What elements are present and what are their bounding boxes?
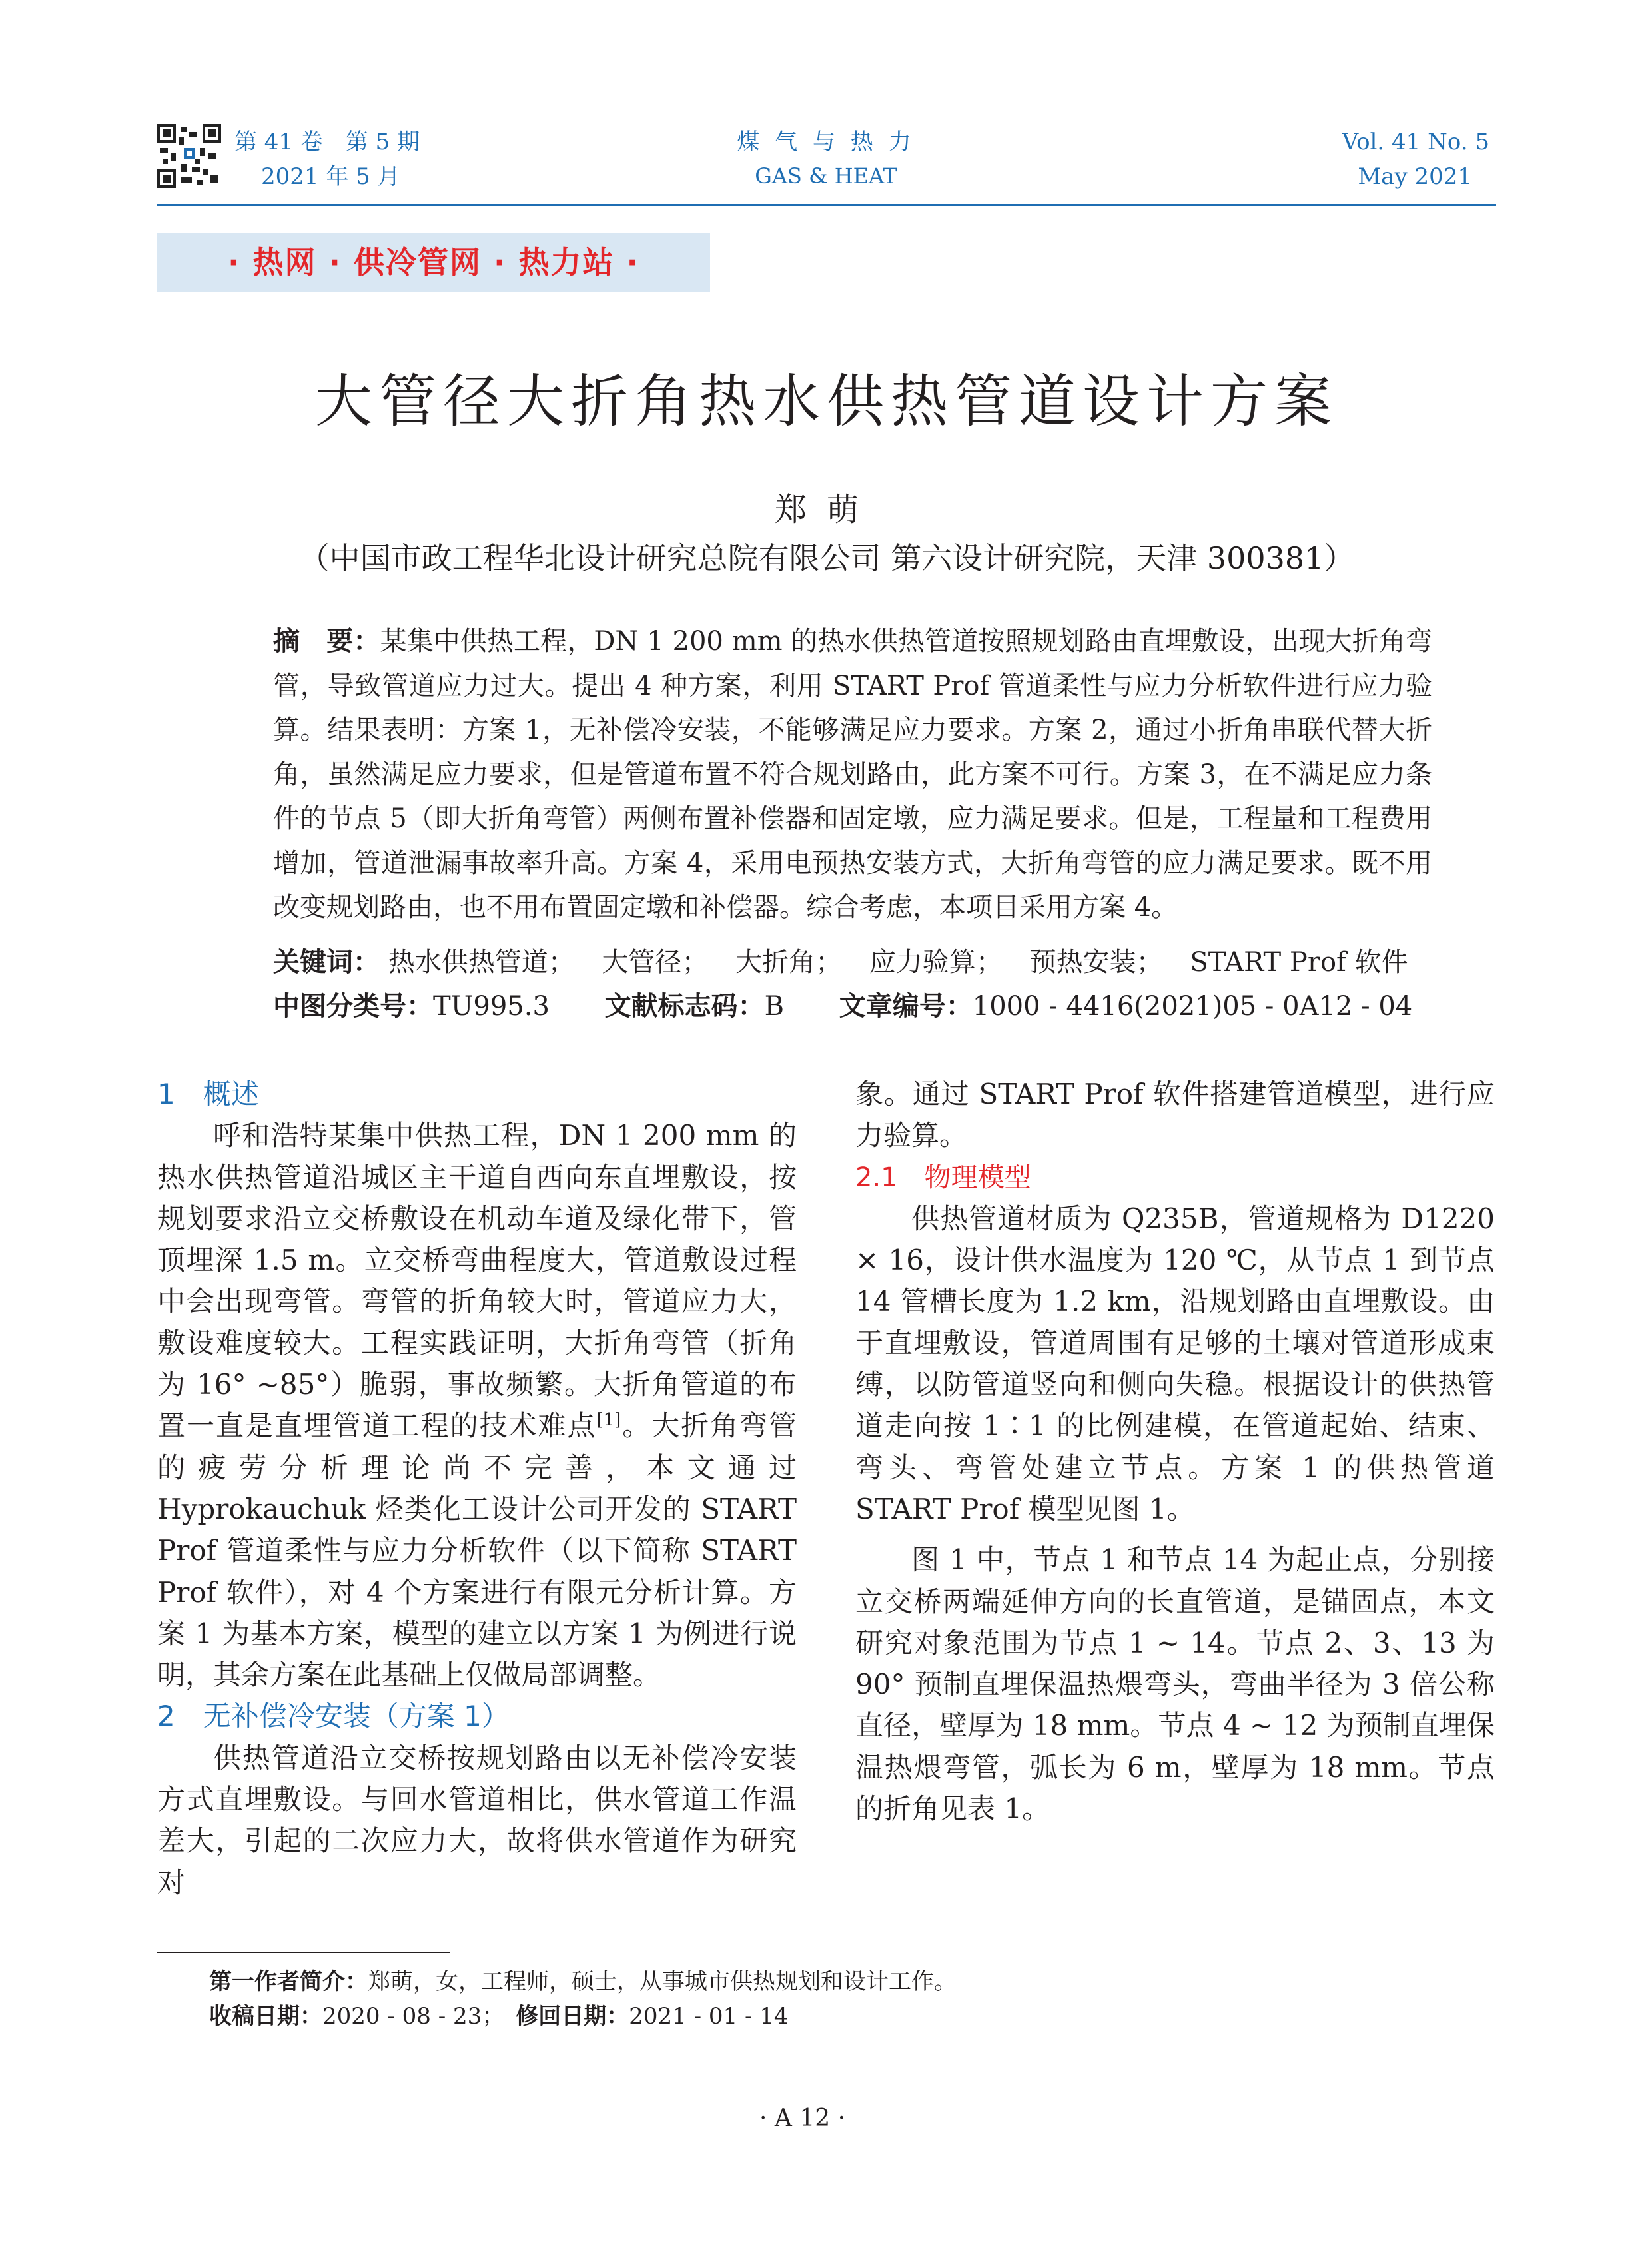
paper-title: 大管径大折角热水供热管道设计方案 <box>315 368 1338 435</box>
right-column <box>855 1074 1495 1830</box>
abstract-label: 摘 要： <box>273 626 380 657</box>
article-number-label: 文章编号： <box>839 991 973 1022</box>
keyword-item: 大折角 <box>735 947 816 978</box>
footnote-author <box>209 1965 957 1998</box>
section-2-number: 2 <box>157 1700 175 1733</box>
footnote-author-text: 郑萌，女，工程师，硕士，从事城市供热规划和设计工作。 <box>368 1968 957 1995</box>
keyword-item: 热水供热管道 <box>388 947 548 978</box>
section-2-title: 无补偿冷安装（方案 1） <box>203 1700 510 1733</box>
header-date-cn: 2021 年 5 月 <box>261 163 400 190</box>
section-heading-2 <box>157 1696 797 1737</box>
keywords: 关键词： 热水供热管道； 大管径； 大折角； 应力验算； 预热安装； START Prof 软件 <box>273 947 1408 978</box>
reference-marker: [1] <box>596 1410 621 1431</box>
page-number: · A 12 · <box>759 2105 846 2132</box>
abstract <box>273 619 1432 930</box>
overview-text-a: 呼和浩特某集中供热工程，DN 1 200 mm 的热水供热管道沿城区主干道自西向东直埋敷设，按规划要求沿立交桥敷设在机动车道及绿化带下，管顶埋深 1.5 m。立交桥弯曲程度大，管道敷设过程中会出现弯管。弯管的折角较大时，管道应力大，敷设难度较大。工程实践证明，大折角弯管（折角为 16° ~85°）脆弱，事故频繁。大折角管道的布置一直是直埋管道工程的技术难点 <box>157 1119 797 1443</box>
header-volume-cn: 第 41 卷 第 5 期 <box>234 129 420 155</box>
paragraph-physical-model: 供热管道材质为 Q235B，管道规格为 D1220 × 16，设计供水温度为 120 ℃，从节点 1 到节点 14 管槽长度为 1.2 km，沿规划路由直埋敷设。由于直埋敷设，管道周围有足够的土壤对管道形成束缚，以防管道竖向和侧向失稳。根据设计的供热管道走向按 1∶1 的比例建模，在管道起始、结束、弯头、弯管处建立节点。方案 1 的供热管道 START Prof 模型见图 1。 <box>855 1202 1495 1525</box>
section-2-1-title: 物理模型 <box>924 1162 1031 1193</box>
keyword-item: START Prof 软件 <box>1190 947 1408 978</box>
section-tag: · 热网 · 供冷管网 · 热力站 · <box>157 233 710 292</box>
clc-number: TU995.3 <box>433 991 550 1022</box>
footnote-rule <box>157 1952 450 1953</box>
paragraph-figure-description: 图 1 中，节点 1 和节点 14 为起止点，分别接立交桥两端延伸方向的长直管道，是锚固点，本文研究对象范围为节点 1 ~ 14。节点 2、3、13 为 90° 预制直埋保温热煨弯头，弯曲半径为 3 倍公称直径，壁厚为 18 mm。节点 4 ~ 12 为预制直埋保温热煨弯管，弧长为 6 m，壁厚为 18 mm。节点的折角见表 1。 <box>855 1543 1495 1826</box>
section-heading-2-1 <box>855 1157 1495 1198</box>
keyword-item: 大管径 <box>602 947 682 978</box>
received-date: 2020 - 08 - 23； <box>322 2003 494 2030</box>
revised-label: 修回日期： <box>516 2003 629 2030</box>
author-name: 郑萌 <box>774 491 879 528</box>
left-column <box>157 1074 797 1904</box>
classification <box>273 984 1412 1028</box>
header-journal-en: GAS & HEAT <box>755 163 897 188</box>
keywords-label: 关键词： <box>273 947 380 978</box>
paragraph-cold-install-continued: 象。通过 START Prof 软件搭建管道模型，进行应力验算。 <box>855 1078 1495 1152</box>
header-journal-cn: 煤 气 与 热 力 <box>737 129 915 155</box>
abstract-text: 某集中供热工程，DN 1 200 mm 的热水供热管道按照规划路由直埋敷设，出现大折角弯管，导致管道应力过大。提出 4 种方案，利用 START Prof 管道柔性与应力分析软件进行应力验算。结果表明：方案 1，无补偿冷安装，不能够满足应力要求。方案 2，通过小折角串联代替大折角，虽然满足应力要求，但是管道布置不符合规划路由，此方案不可行。方案 3，在不满足应力条件的节点 5（即大折角弯管）两侧布置补偿器和固定墩，应力满足要求。但是，工程量和工程费用增加，管道泄漏事故率升高。方案 4，采用电预热安装方式，大折角弯管的应力满足要求。既不用改变规划路由，也不用布置固定墩和补偿器。综合考虑，本项目采用方案 4。 <box>273 626 1432 923</box>
clc-label: 中图分类号： <box>273 991 433 1022</box>
header-rule <box>157 204 1496 206</box>
doc-code-label: 文献标志码： <box>604 991 765 1022</box>
footnote-dates <box>209 2000 789 2033</box>
received-label: 收稿日期： <box>209 2003 322 2030</box>
keyword-item: 预热安装 <box>1029 947 1136 978</box>
section-2-1-number: 2.1 <box>855 1162 898 1193</box>
paragraph-cold-install: 供热管道沿立交桥按规划路由以无补偿冷安装方式直埋敷设。与回水管道相比，供水管道工作温差大，引起的二次应力大，故将供水管道作为研究对 <box>157 1741 797 1899</box>
section-1-number: 1 <box>157 1078 175 1110</box>
header-date-en: May 2021 <box>1358 163 1472 190</box>
author-affiliation: （中国市政工程华北设计研究总院有限公司 第六设计研究院，天津 300381） <box>298 540 1355 576</box>
footnote-author-label: 第一作者简介： <box>209 1968 368 1995</box>
section-1-title: 概述 <box>203 1078 259 1110</box>
revised-date: 2021 - 01 - 14 <box>629 2003 789 2030</box>
header-volume-en: Vol. 41 No. 5 <box>1342 129 1489 155</box>
paragraph-overview <box>157 1115 797 1696</box>
overview-text-b: 。大折角弯管的疲劳分析理论尚不完善，本文通过 Hyprokauchuk 烃类化工设计公司开发的 START Prof 管道柔性与应力分析软件（以下简称 START Prof 软件），对 4 个方案进行有限元分析计算。方案 1 为基本方案，模型的建立以方案 1 为例进行说明，其余方案在此基础上仅做局部调整。 <box>157 1409 797 1692</box>
article-number: 1000 - 4416(2021)05 - 0A12 - 04 <box>972 991 1413 1022</box>
keyword-item: 应力验算 <box>869 947 976 978</box>
doc-code: B <box>764 991 785 1022</box>
section-heading-1 <box>157 1074 797 1115</box>
qr-code-icon <box>157 124 221 188</box>
